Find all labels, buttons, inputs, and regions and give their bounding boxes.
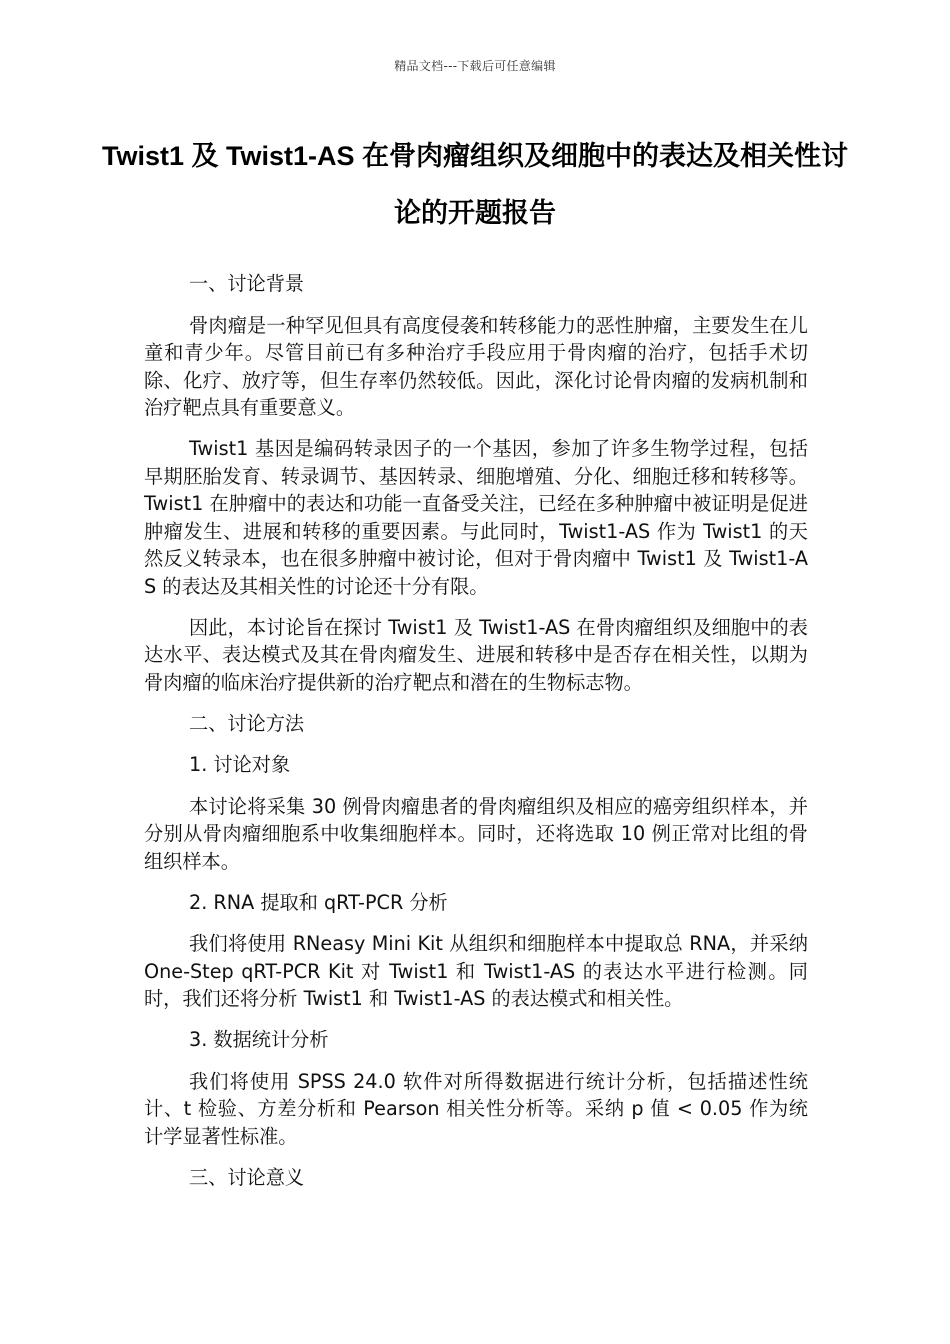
section-heading-significance: 三、讨论意义 [189, 1165, 305, 1189]
subheading-rna-qrtpcr: 2. RNA 提取和 qRT-PCR 分析 [189, 890, 448, 914]
header-note: 精品文档---下载后可任意编辑 [394, 59, 556, 73]
paragraph-background-3: 因此，本讨论旨在探讨 Twist1 及 Twist1-AS 在骨肉瘤组织及细胞中的表达水平、表达模式及其在骨肉瘤发生、进展和转移中是否存在相关性，以期为骨肉瘤的临床治疗提供新的治疗靶点和潜在的生物标志物。 [144, 615, 808, 694]
paragraph-statistics: 我们将使用 SPSS 24.0 软件对所得数据进行统计分析，包括描述性统计、t 检验、方差分析和 Pearson 相关性分析等。采纳 p 值 < 0.05 作为统计学显著性标准。 [144, 1069, 808, 1148]
paragraph-background-2: Twist1 基因是编码转录因子的一个基因，参加了许多生物学过程，包括早期胚胎发育、转录调节、基因转录、细胞增殖、分化、细胞迁移和转移等。Twist1 在肿瘤中的表达和功能一直备受关注，已经在多种肿瘤中被证明是促进肿瘤发生、进展和转移的重要因素。与此同时，Twist1-AS 作为 Twist1 的天然反义转录本，也在很多肿瘤中被讨论，但对于骨肉瘤中 Twist1 及 Twist1-AS 的表达及其相关性的讨论还十分有限。 [144, 437, 808, 598]
paragraph-rna-qrtpcr: 我们将使用 RNeasy Mini Kit 从组织和细胞样本中提取总 RNA，并采纳 One-Step qRT-PCR Kit 对 Twist1 和 Twist1-AS 的表达水平进行检测。同时，我们还将分析 Twist1 和 Twist1-AS 的表达模式和相关性。 [144, 932, 808, 1010]
paragraph-background-1: 骨肉瘤是一种罕见但具有高度侵袭和转移能力的恶性肿瘤，主要发生在儿童和青少年。尽管目前已有多种治疗手段应用于骨肉瘤的治疗，包括手术切除、化疗、放疗等，但生存率仍然较低。因此，深化讨论骨肉瘤的发病机制和治疗靶点具有重要意义。 [144, 313, 808, 419]
document-body [144, 270, 808, 1205]
section-heading-background: 一、讨论背景 [189, 272, 305, 295]
section-heading-methods: 二、讨论方法 [189, 711, 305, 735]
subheading-subjects: 1. 讨论对象 [189, 753, 291, 776]
subheading-statistics: 3. 数据统计分析 [189, 1028, 329, 1051]
paragraph-subjects: 本讨论将采集 30 例骨肉瘤患者的骨肉瘤组织及相应的癌旁组织样本，并分别从骨肉瘤细胞系中收集细胞样本。同时，还将选取 10 例正常对比组的骨组织样本。 [144, 794, 808, 873]
document-title: Twist1 及 Twist1-AS 在骨肉瘤组织及细胞中的表达及相关性讨论的开题报告 [101, 141, 849, 228]
